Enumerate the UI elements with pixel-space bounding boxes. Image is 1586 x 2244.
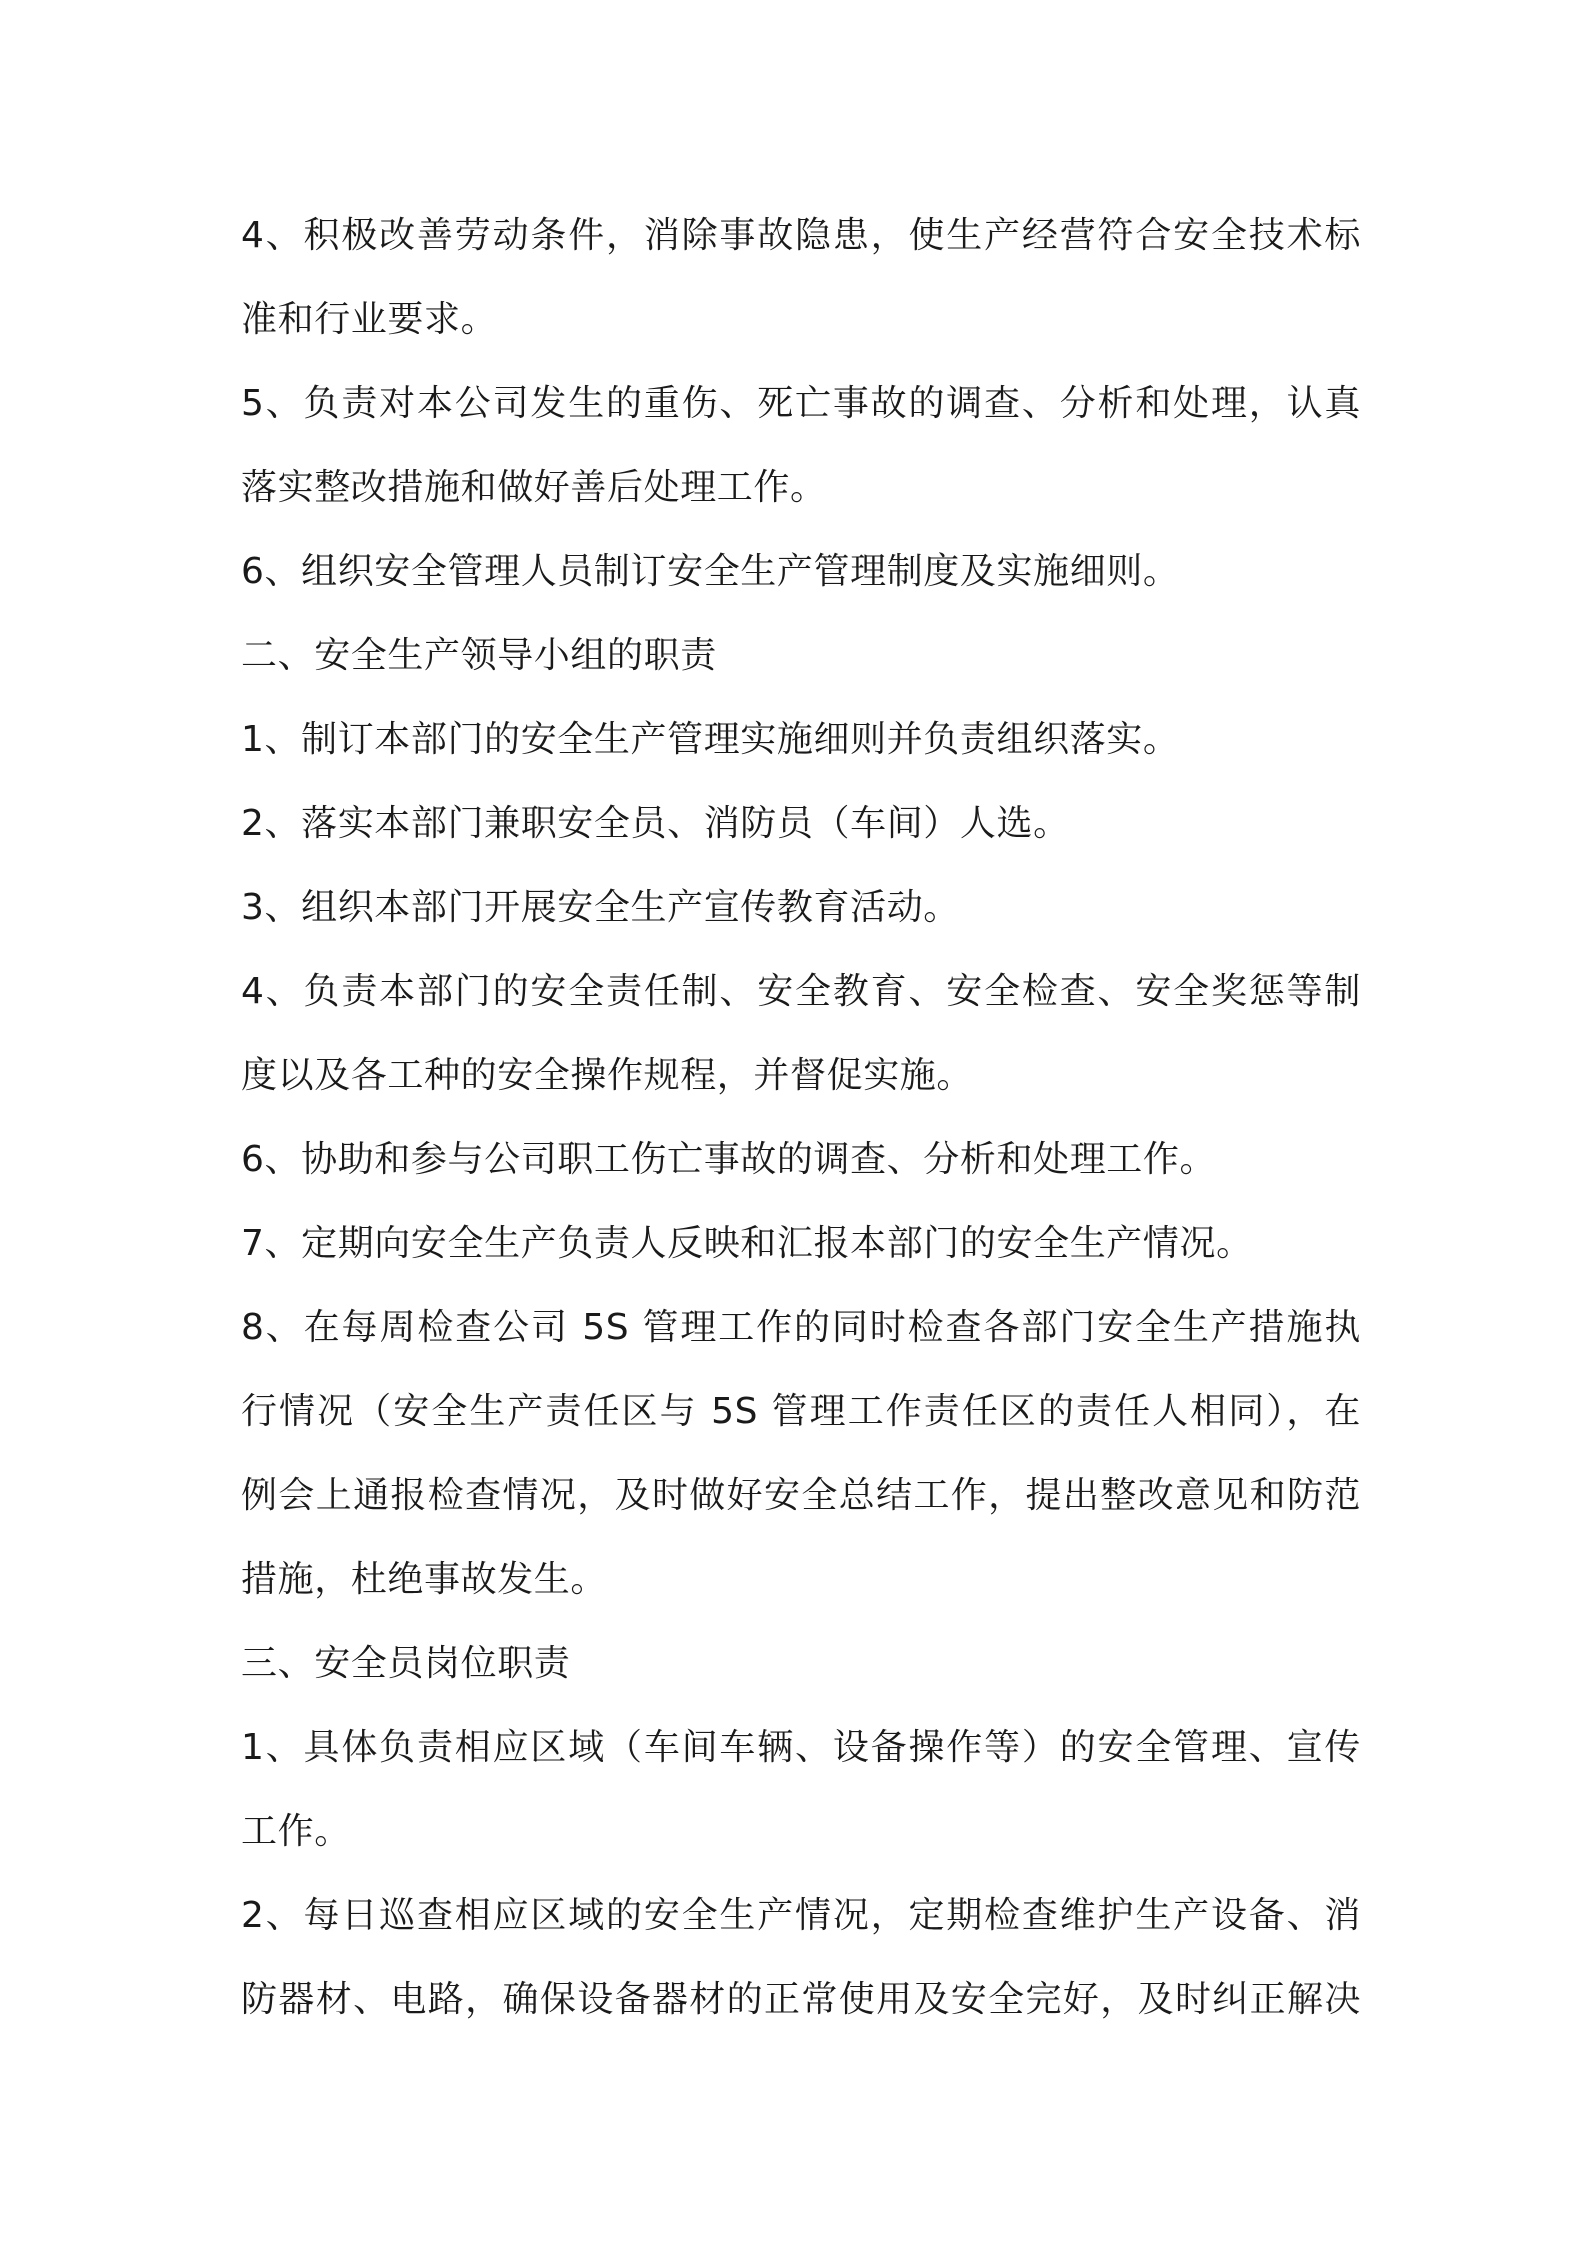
paragraph-line: 工作。 (241, 1811, 351, 1852)
paragraph-line: 1、制订本部门的安全生产管理实施细则并负责组织落实。 (241, 719, 1180, 760)
paragraph-line: 4、积极改善劳动条件，消除事故隐患，使生产经营符合安全技术标 (241, 215, 1361, 256)
section-heading: 二、安全生产领导小组的职责 (241, 635, 717, 676)
paragraph-line: 5、负责对本公司发生的重伤、死亡事故的调查、分析和处理，认真 (241, 383, 1361, 424)
document-body (241, 194, 1361, 2042)
paragraph-line: 落实整改措施和做好善后处理工作。 (241, 467, 827, 508)
paragraph-line: 7、定期向安全生产负责人反映和汇报本部门的安全生产情况。 (241, 1223, 1253, 1264)
paragraph-line: 4、负责本部门的安全责任制、安全教育、安全检查、安全奖惩等制 (241, 971, 1361, 1012)
paragraph-line: 8、在每周检查公司 5S 管理工作的同时检查各部门安全生产措施执 (241, 1307, 1361, 1348)
section-heading: 三、安全员岗位职责 (241, 1643, 571, 1684)
paragraph-line: 措施，杜绝事故发生。 (241, 1559, 608, 1600)
paragraph-line: 度以及各工种的安全操作规程，并督促实施。 (241, 1055, 974, 1096)
paragraph-line: 1、具体负责相应区域（车间车辆、设备操作等）的安全管理、宣传 (241, 1727, 1361, 1768)
paragraph-line: 2、每日巡查相应区域的安全生产情况，定期检查维护生产设备、消 (241, 1895, 1361, 1936)
paragraph-line: 6、协助和参与公司职工伤亡事故的调查、分析和处理工作。 (241, 1139, 1217, 1180)
paragraph-line: 准和行业要求。 (241, 299, 498, 340)
paragraph-line: 行情况（安全生产责任区与 5S 管理工作责任区的责任人相同），在 (241, 1391, 1361, 1432)
paragraph-line: 6、组织安全管理人员制订安全生产管理制度及实施细则。 (241, 551, 1180, 592)
paragraph-line: 2、落实本部门兼职安全员、消防员（车间）人选。 (241, 803, 1070, 844)
paragraph-line: 例会上通报检查情况，及时做好安全总结工作，提出整改意见和防范 (241, 1475, 1361, 1516)
paragraph-line: 防器材、电路，确保设备器材的正常使用及安全完好，及时纠正解决 (241, 1979, 1361, 2020)
paragraph-line: 3、组织本部门开展安全生产宣传教育活动。 (241, 887, 960, 928)
